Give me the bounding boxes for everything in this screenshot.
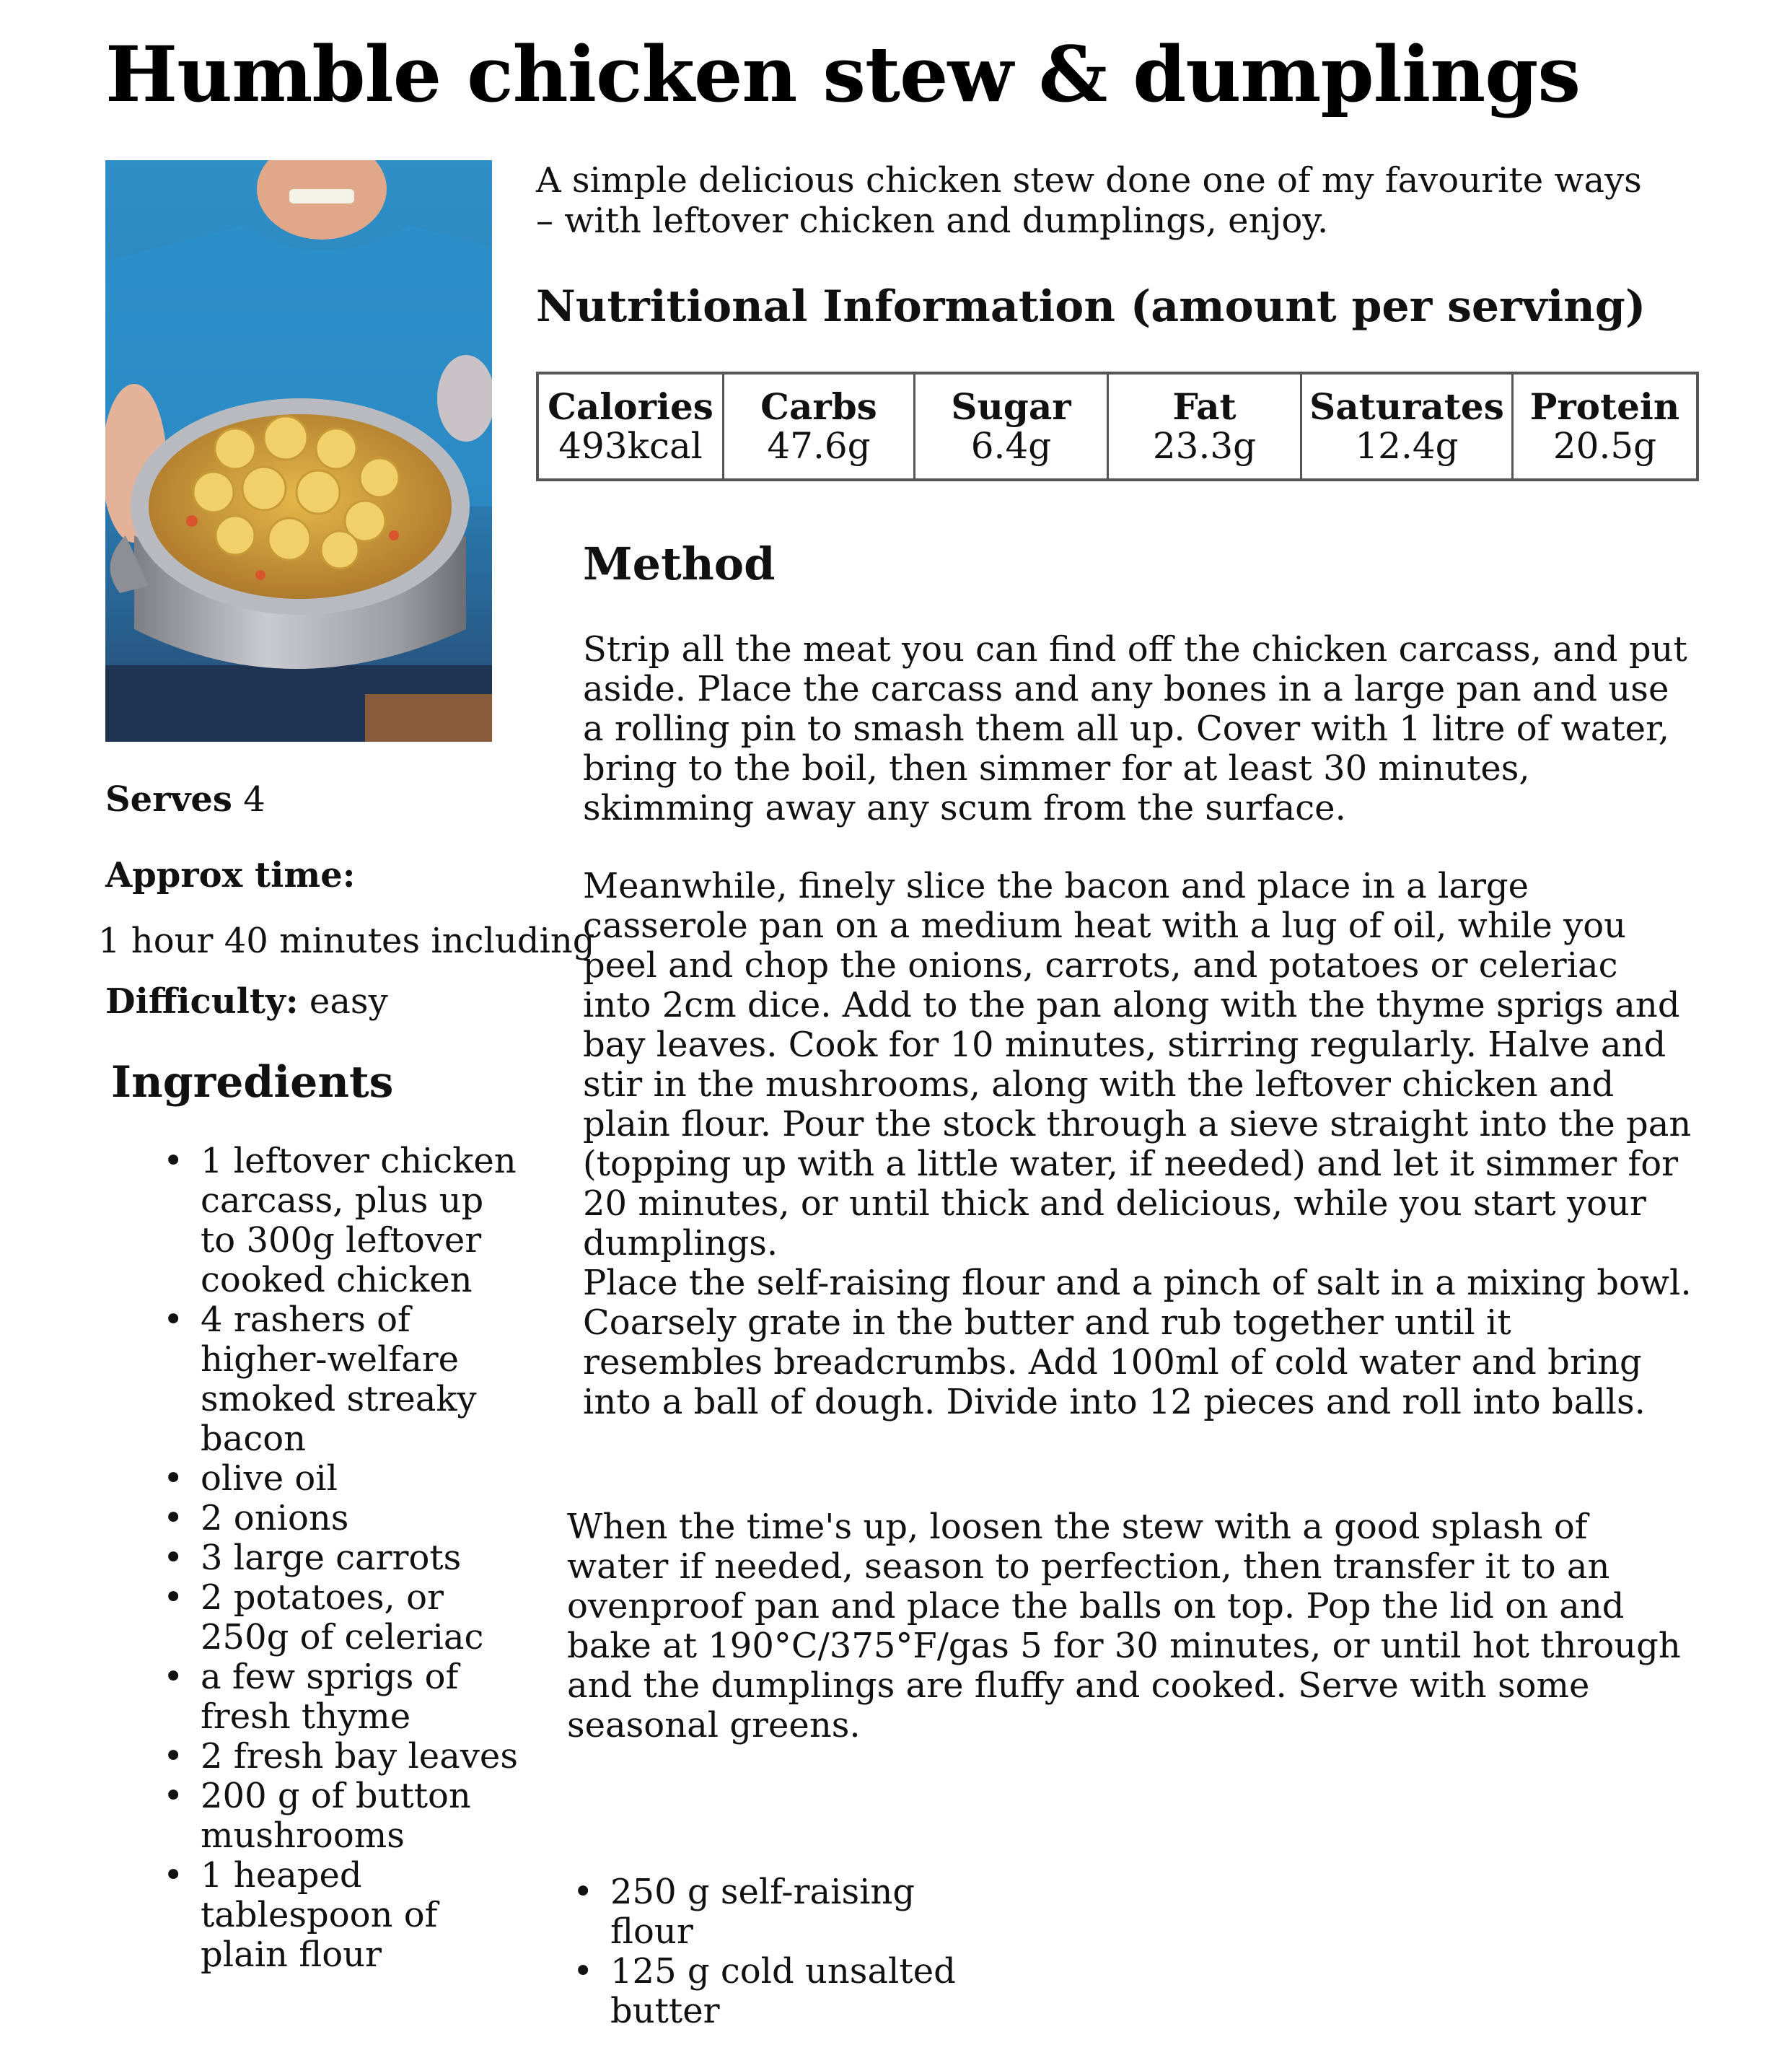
serves-label: Serves <box>105 779 232 820</box>
recipe-photo <box>105 160 492 742</box>
serves-value: 4 <box>243 779 265 820</box>
list-item: • 1 heaped tablespoon of plain flour <box>201 1856 518 1975</box>
recipe-intro: A simple delicious chicken stew done one of my favourite ways – with leftover chicken and dumplings, enjoy. <box>536 160 1642 241</box>
nutrition-label: Calories <box>548 385 713 428</box>
list-item: • 2 onions <box>201 1499 518 1538</box>
approx-time-value: 1 hour 40 minutes including <box>98 921 595 961</box>
nutrition-label: Carbs <box>760 385 877 428</box>
nutrition-value: 23.3g <box>1152 425 1257 467</box>
nutrition-table <box>536 372 1699 481</box>
list-item: • a few sprigs of fresh thyme <box>201 1657 518 1737</box>
method-heading: Method <box>583 538 776 590</box>
list-item: • 2 fresh bay leaves <box>201 1737 518 1776</box>
serves <box>105 779 265 820</box>
nutrition-cell-saturates <box>1300 374 1511 478</box>
nutrition-label: Fat <box>1172 385 1237 428</box>
chicken-stew-photo-icon <box>105 160 492 742</box>
difficulty <box>105 981 388 1022</box>
list-item: • 4 rashers of higher-welfare smoked streaky bacon <box>201 1300 518 1459</box>
list-item: • 1 leftover chicken carcass, plus up to 300g leftover cooked chicken <box>201 1142 518 1300</box>
nutrition-value: 47.6g <box>767 425 871 467</box>
nutrition-heading: Nutritional Information (amount per serving) <box>536 281 1646 332</box>
approx-time-label: Approx time: <box>105 855 356 895</box>
method-step: Meanwhile, finely slice the bacon and place in a large casserole pan on a medium heat with a lug of oil, while you peel and chop the onions, carrots, and potatoes or celeriac into 2cm dice. Add to the pan along with the thyme sprigs and bay leaves. Cook for 10 minutes, stirring regularly. Halve and stir in the mushrooms, along with the leftover chicken and plain flour. Pour the stock through a sieve straight into the pan (topping up with a little water, if needed) and let it simmer for 20 minutes, or until thick and delicious, while you start your dumplings. <box>583 866 1692 1263</box>
nutrition-label: Sugar <box>951 385 1071 428</box>
method-step: When the time's up, loosen the stew with a good splash of water if needed, season to perfection, then transfer it to an ovenproof pan and place the balls on top. Pop the lid on and bake at 190°C/375°F/gas 5 for 30 minutes, or until hot through and the dumplings are fluffy and cooked. Serve with some seasonal greens. <box>567 1507 1681 1745</box>
nutrition-label: Protein <box>1529 385 1680 428</box>
nutrition-cell-protein <box>1511 374 1696 478</box>
difficulty-value: easy <box>309 981 388 1022</box>
list-item: • 3 large carrots <box>201 1538 518 1578</box>
nutrition-cell-sugar <box>913 374 1107 478</box>
nutrition-value: 493kcal <box>558 425 703 467</box>
nutrition-value: 12.4g <box>1355 425 1459 467</box>
nutrition-cell-carbs <box>722 374 913 478</box>
list-item: • 125 g cold unsalted butter <box>610 1952 985 2031</box>
list-item: • 200 g of button mushrooms <box>201 1776 518 1856</box>
ingredients-heading: Ingredients <box>111 1057 394 1108</box>
recipe-title: Humble chicken stew & dumplings <box>105 29 1581 119</box>
nutrition-cell-calories <box>539 374 722 478</box>
dumpling-ingredients-list <box>610 1872 985 2031</box>
list-item: • 2 potatoes, or 250g of celeriac <box>201 1578 518 1657</box>
method-step: Strip all the meat you can find off the chicken carcass, and put aside. Place the carcass and any bones in a large pan and use a rolling pin to smash them all up. Cover with 1 litre of water, bring to the boil, then simmer for at least 30 minutes, skimming away any scum from the surface. <box>583 629 1687 828</box>
nutrition-value: 20.5g <box>1552 425 1657 467</box>
nutrition-value: 6.4g <box>970 425 1052 467</box>
list-item: • 250 g self-raising flour <box>610 1872 985 1952</box>
ingredients-list <box>201 1142 518 1975</box>
difficulty-label: Difficulty: <box>105 981 299 1022</box>
method-step: Place the self-raising flour and a pinch of salt in a mixing bowl. Coarsely grate in the butter and rub together until it resembles breadcrumbs. Add 100ml of cold water and bring into a ball of dough. Divide into 12 pieces and roll into balls. <box>583 1263 1692 1422</box>
nutrition-label: Saturates <box>1309 385 1504 428</box>
nutrition-cell-fat <box>1107 374 1300 478</box>
list-item: • olive oil <box>201 1459 518 1499</box>
